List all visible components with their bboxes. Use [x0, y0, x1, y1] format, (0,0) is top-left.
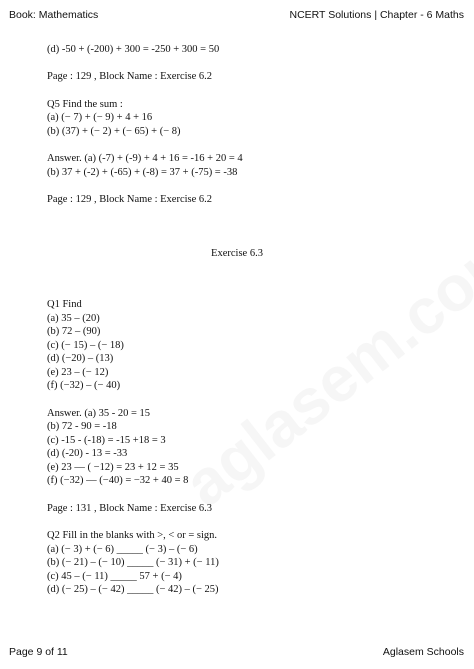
- text-line: (d) (− 25) – (− 42) _____ (− 42) – (− 25): [47, 584, 219, 595]
- answer-line: Answer. (a) 35 - 20 = 15: [47, 408, 151, 419]
- page-block-ref: Page : 131 , Block Name : Exercise 6.3: [47, 503, 213, 514]
- answer-line: Answer. (a) (-7) + (-9) + 4 + 16 = -16 + 20 = 4: [47, 153, 243, 164]
- answer-line: (b) 37 + (-2) + (-65) + (-8) = 37 + (-75) = -38: [47, 167, 238, 178]
- answer-line: (c) -15 - (-18) = -15 +18 = 3: [47, 435, 166, 446]
- watermark: [170, 213, 474, 521]
- answer-line: (d) (-20) - 13 = -33: [47, 448, 128, 459]
- text-line: (d) -50 + (-200) + 300 = -250 + 300 = 50: [47, 44, 220, 55]
- question-heading: Q2 Fill in the blanks with >, < or = sign.: [47, 530, 218, 541]
- section-title: Exercise 6.3: [211, 248, 263, 259]
- header-book-title: Book: Mathematics: [9, 9, 99, 21]
- text-line: (b) 72 – (90): [47, 326, 101, 337]
- text-line: (a) (− 3) + (− 6) _____ (− 3) – (− 6): [47, 544, 198, 555]
- text-line: (a) (− 7) + (− 9) + 4 + 16: [47, 112, 153, 123]
- text-line: (c) 45 – (− 11) _____ 57 + (− 4): [47, 571, 182, 582]
- text-line: (a) 35 – (20): [47, 313, 100, 324]
- footer-page-number: Page 9 of 11: [9, 646, 68, 658]
- text-line: (d) (−20) – (13): [47, 353, 114, 364]
- header-chapter-title: NCERT Solutions | Chapter - 6 Maths: [289, 9, 464, 21]
- answer-line: (b) 72 - 90 = -18: [47, 421, 117, 432]
- answer-line: (f) (−32) — (−40) = −32 + 40 = 8: [47, 475, 189, 486]
- text-line: (c) (− 15) – (− 18): [47, 340, 124, 351]
- page-block-ref: Page : 129 , Block Name : Exercise 6.2: [47, 194, 213, 205]
- footer-publisher: Aglasem Schools: [382, 646, 464, 658]
- page-block-ref: Page : 129 , Block Name : Exercise 6.2: [47, 71, 213, 82]
- question-heading: Q5 Find the sum :: [47, 99, 123, 110]
- text-line: (f) (−32) – (− 40): [47, 380, 121, 391]
- text-line: (b) (− 21) – (− 10) _____ (− 31) + (− 11): [47, 557, 219, 568]
- question-heading: Q1 Find: [47, 299, 82, 310]
- answer-line: (e) 23 — ( −12) = 23 + 12 = 35: [47, 462, 179, 473]
- text-line: (b) (37) + (− 2) + (− 65) + (− 8): [47, 126, 181, 137]
- text-line: (e) 23 – (− 12): [47, 367, 109, 378]
